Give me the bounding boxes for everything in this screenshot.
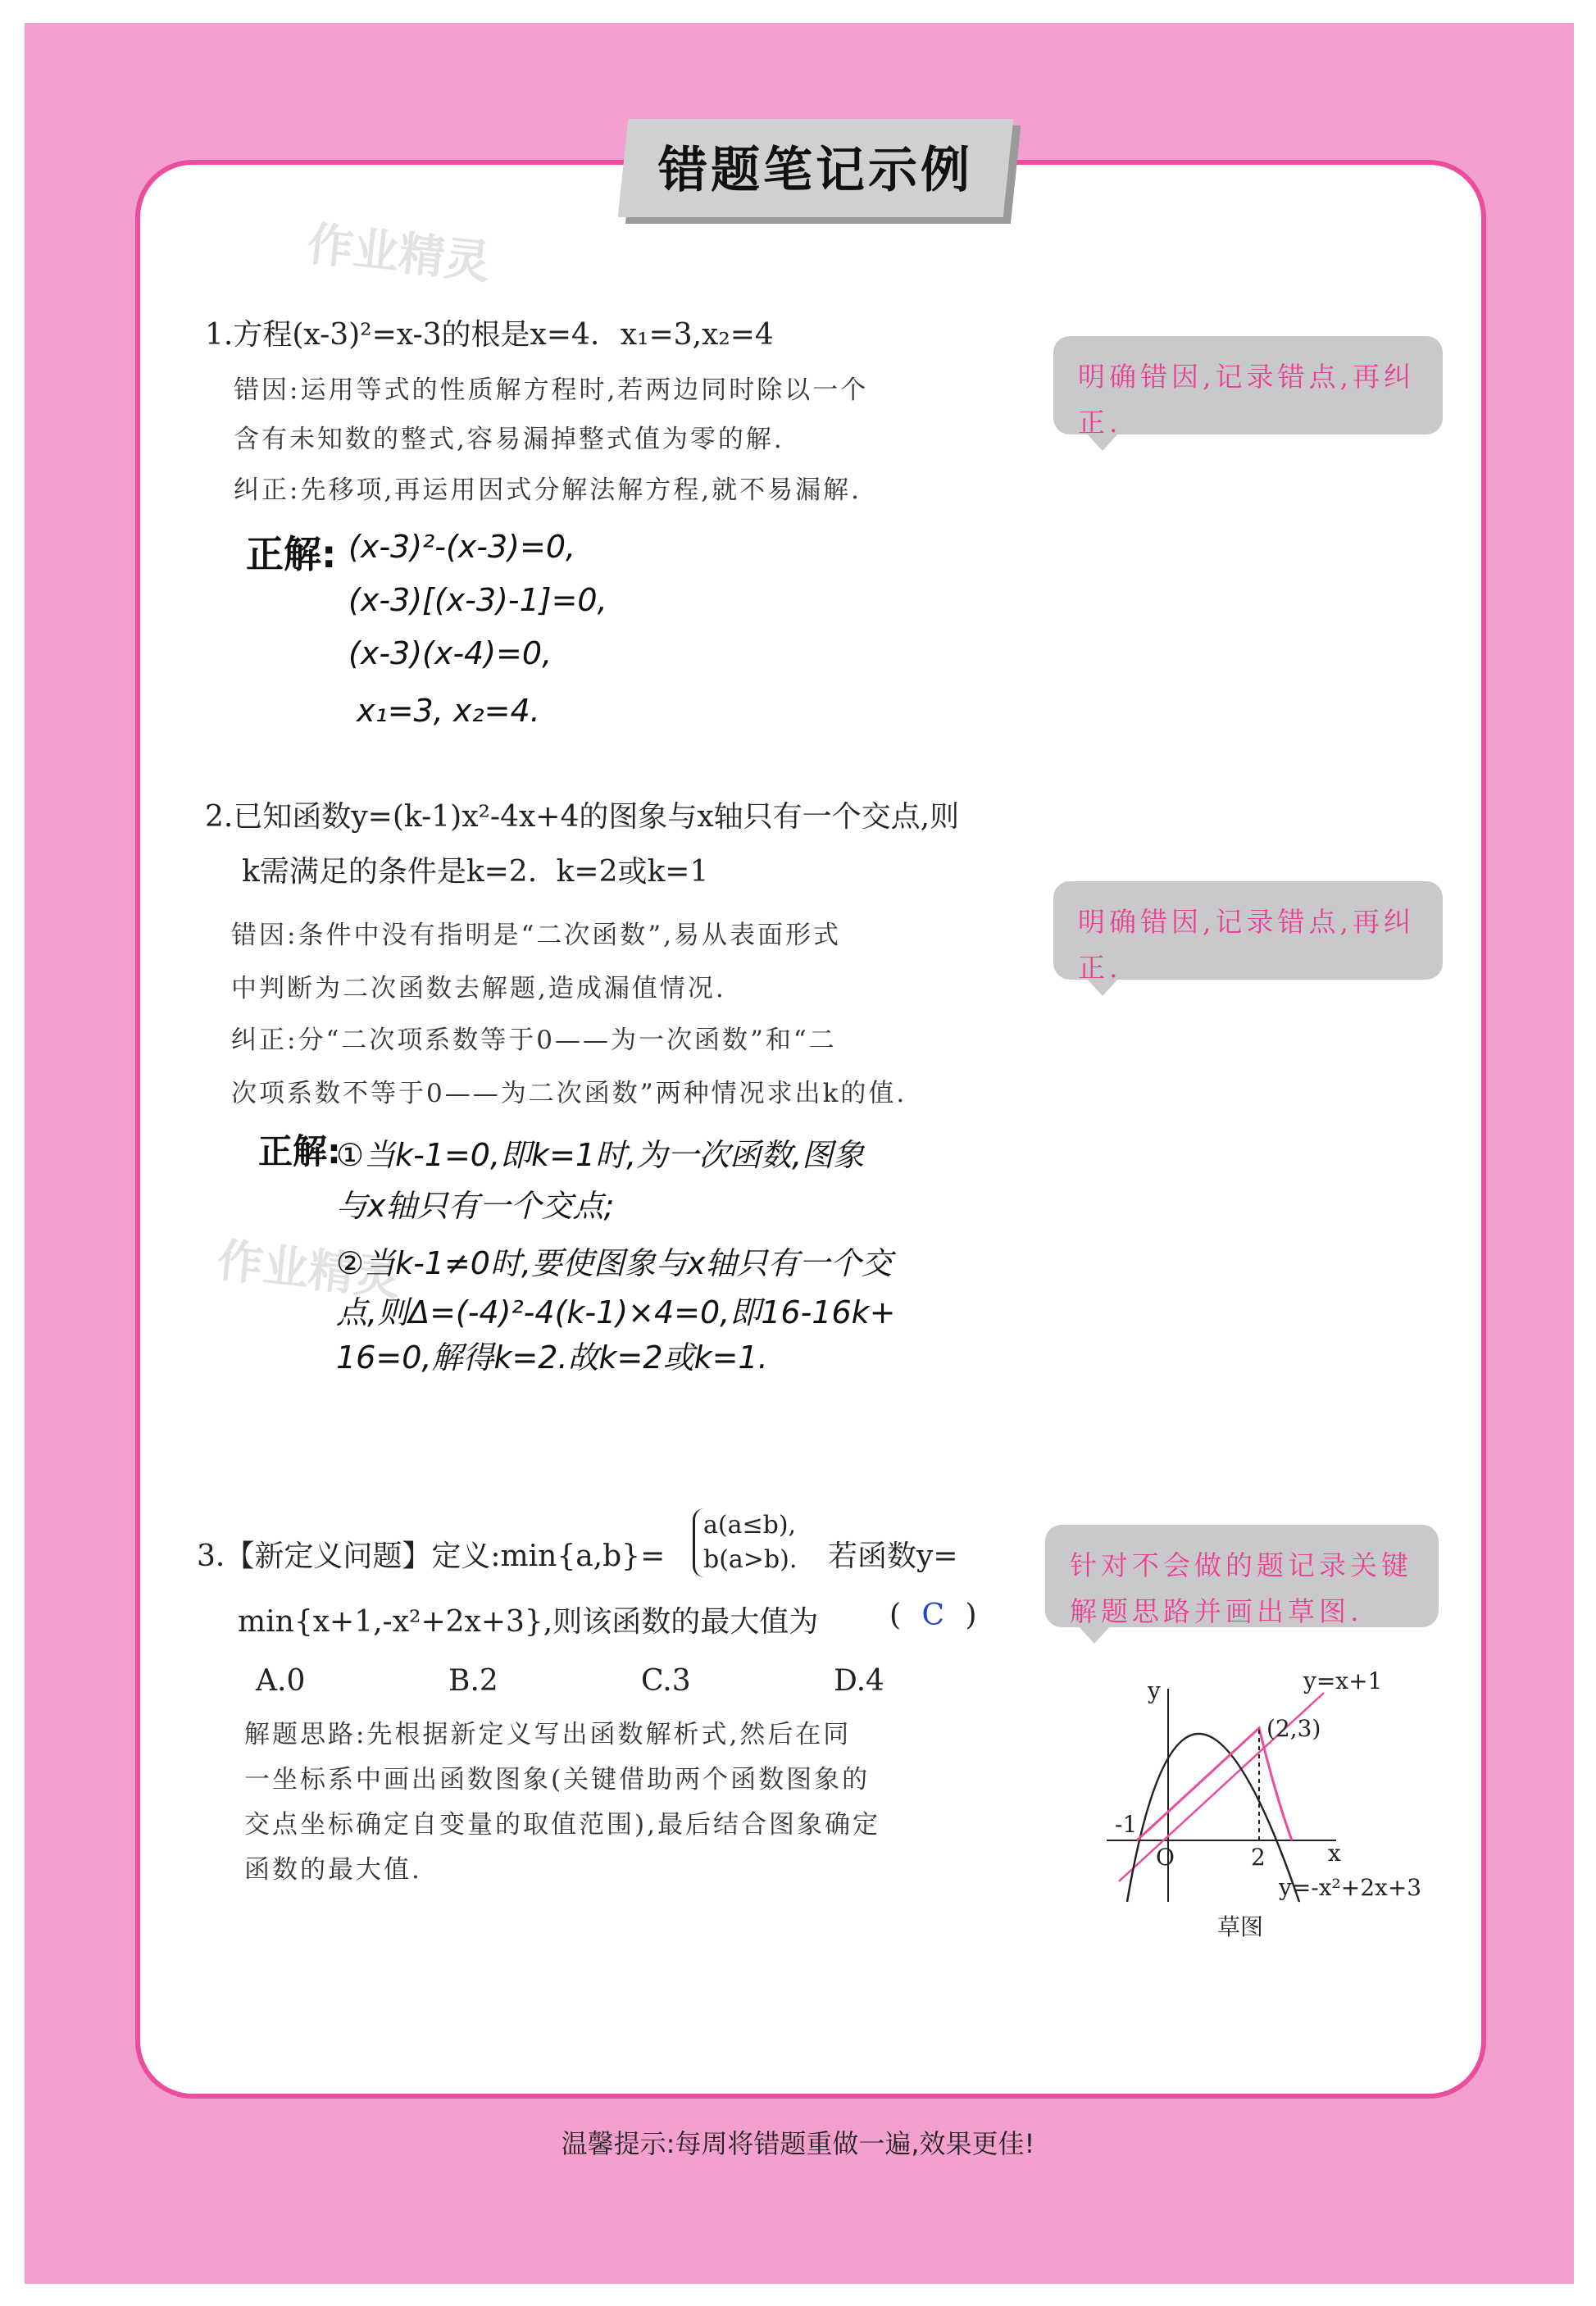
q1-solution-step: (x-3)[(x-3)-1]=0, bbox=[348, 582, 607, 618]
q1-answer: x₁=3,x₂=4 bbox=[620, 318, 774, 352]
page-title: 错题笔记示例 bbox=[658, 142, 973, 199]
q2-solution-step: 16=0,解得k=2.故k=2或k=1. bbox=[336, 1339, 768, 1376]
q3-paren-close: ) bbox=[965, 1599, 977, 1632]
x-axis-label: x bbox=[1328, 1840, 1341, 1867]
q3-idea-line3: 交点坐标确定自变量的取值范围),最后结合图象确定 bbox=[244, 1810, 880, 1840]
q2-solution-step: 点,则Δ=(-4)²-4(k-1)×4=0,即16-16k+ bbox=[336, 1294, 896, 1330]
q3-option: C.3 bbox=[641, 1664, 691, 1698]
parabola-label: y=-x²+2x+3 bbox=[1279, 1874, 1422, 1901]
q3-answer-parens bbox=[889, 1599, 977, 1632]
line-label: y=x+1 bbox=[1303, 1667, 1383, 1694]
sketch-graph bbox=[1090, 1664, 1459, 1951]
tip-bubble-1: 明确错因,记录错点,再纠正. bbox=[1053, 336, 1443, 434]
q2-solution-step: ①当k-1=0,即k=1时,为一次函数,图象 bbox=[336, 1137, 865, 1173]
q2-answer: k=2或k=1 bbox=[556, 855, 709, 889]
q1-cause-line1: 错因:运用等式的性质解方程时,若两边同时除以一个 bbox=[234, 375, 869, 405]
origin-label: O bbox=[1156, 1844, 1175, 1871]
neg-one-label: -1 bbox=[1115, 1811, 1138, 1838]
q3-answer: C bbox=[921, 1599, 945, 1632]
q3-case: a(a≤b), bbox=[703, 1511, 797, 1540]
q3-question-text: 3.【新定义问题】定义:min{a,b}= bbox=[197, 1540, 666, 1573]
footer-tip: 温馨提示:每周将错题重做一遍,效果更佳! bbox=[561, 2128, 1035, 2159]
watermark: 作业精灵 bbox=[304, 217, 493, 290]
q2-cause-line1: 错因:条件中没有指明是“二次函数”,易从表面形式 bbox=[231, 921, 841, 950]
q1-solution-step: x₁=3, x₂=4. bbox=[357, 693, 540, 729]
q2-solution-label: 正解: bbox=[258, 1131, 341, 1171]
y-axis-label: y bbox=[1148, 1677, 1161, 1704]
tip-bubble-2: 明确错因,记录错点,再纠正. bbox=[1053, 881, 1443, 980]
sketch-caption: 草图 bbox=[1217, 1913, 1264, 1940]
q3-question-cont: 若函数y= bbox=[828, 1540, 958, 1573]
q1-question bbox=[205, 312, 774, 353]
q2-question-line1: 2.已知函数y=(k-1)x²-4x+4的图象与x轴只有一个交点,则 bbox=[205, 800, 960, 834]
parabola-outline bbox=[1127, 1734, 1299, 1902]
intersection-label: (2,3) bbox=[1266, 1715, 1321, 1742]
watermark: 作业精灵 bbox=[214, 1234, 403, 1307]
q3-option: A.0 bbox=[256, 1664, 306, 1698]
q2-fix-line2: 次项系数不等于0——为二次函数”两种情况求出k的值. bbox=[231, 1079, 907, 1108]
q2-fix-line1: 纠正:分“二次项系数等于0——为一次函数”和“二 bbox=[231, 1026, 837, 1055]
q3-question-line1 bbox=[197, 1533, 665, 1575]
q1-cause-line2: 含有未知数的整式,容易漏掉整式值为零的解. bbox=[234, 425, 784, 454]
q3-piecewise bbox=[693, 1508, 797, 1577]
q2-solution-step: 与x轴只有一个交点; bbox=[336, 1188, 615, 1224]
q3-option: B.2 bbox=[448, 1664, 498, 1698]
q2-question-line2 bbox=[242, 848, 708, 890]
q3-options bbox=[256, 1664, 1026, 1698]
two-label: 2 bbox=[1251, 1844, 1266, 1871]
q2-solution-step: ②当k-1≠0时,要使图象与x轴只有一个交 bbox=[336, 1245, 893, 1281]
tip-bubble-3: 针对不会做的题记录关键解题思路并画出草图. bbox=[1045, 1525, 1439, 1627]
q3-question-line2: min{x+1,-x²+2x+3},则该函数的最大值为 bbox=[238, 1605, 819, 1639]
q3-idea-line2: 一坐标系中画出函数图象(关键借助两个函数图象的 bbox=[244, 1765, 871, 1794]
q3-idea-line4: 函数的最大值. bbox=[244, 1855, 422, 1885]
q2-question-text: k需满足的条件是k=2. bbox=[242, 855, 538, 889]
q3-case: b(a>b). bbox=[703, 1545, 798, 1574]
q1-fix: 纠正:先移项,再运用因式分解法解方程,就不易漏解. bbox=[234, 475, 862, 505]
q3-paren-open: ( bbox=[889, 1599, 902, 1632]
q1-solution-label: 正解: bbox=[246, 532, 337, 576]
q1-solution-step: (x-3)²-(x-3)=0, bbox=[348, 529, 576, 565]
q1-question-text: 1.方程(x-3)²=x-3的根是x=4. bbox=[205, 318, 600, 352]
q2-cause-line2: 中判断为二次函数去解题,造成漏值情况. bbox=[231, 974, 726, 1003]
q1-solution-step: (x-3)(x-4)=0, bbox=[348, 635, 552, 671]
q3-idea-line1: 解题思路:先根据新定义写出函数解析式,然后在同 bbox=[244, 1720, 852, 1749]
q3-option: D.4 bbox=[834, 1664, 884, 1698]
